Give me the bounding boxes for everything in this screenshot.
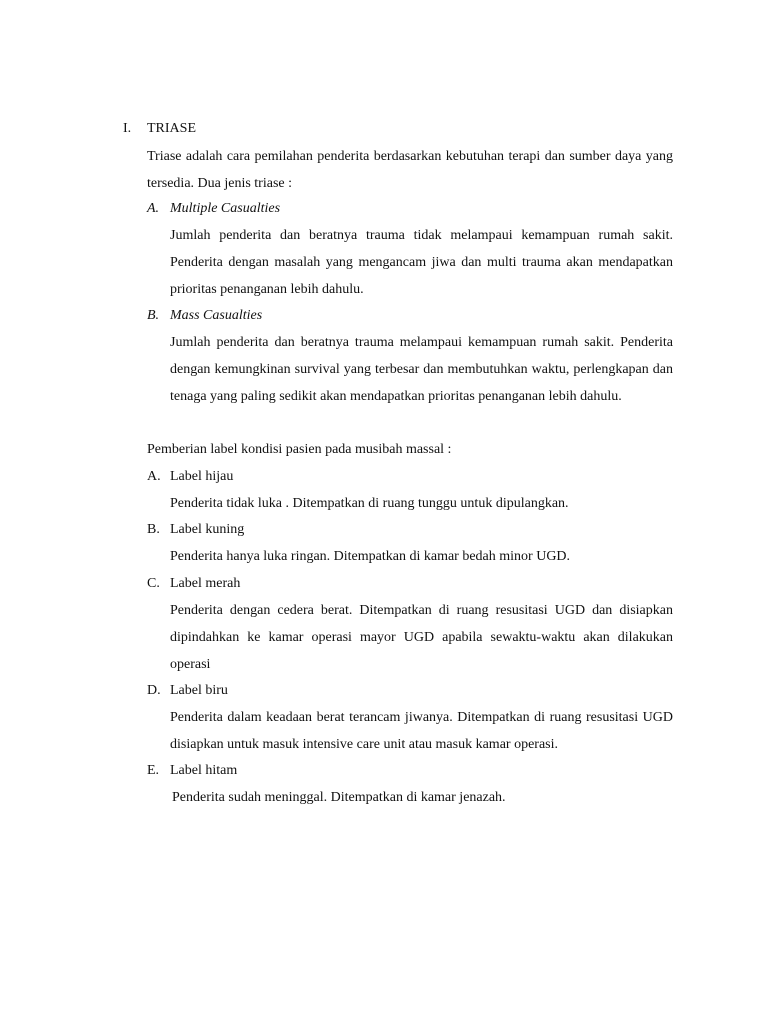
type-a-text: Jumlah penderita dan beratnya trauma tidak melampaui kemampuan rumah sakit. Penderita dengan masalah yang mengancam jiwa dan multi trauma akan mendapatkan prioritas penanganan lebih dahulu. [170,228,673,297]
intro-paragraph: Triase adalah cara pemilahan penderita berdasarkan kebutuhan terapi dan sumber daya yang tersedia. Dua jenis triase : [147,149,673,191]
type-a-title: Multiple Casualties [170,201,281,216]
label-d-title: Label biru [170,683,228,698]
label-b-heading [147,521,244,539]
label-a-marker: A. [147,469,161,484]
section-heading [123,120,196,138]
type-b-text: Jumlah penderita dan beratnya trauma melampaui kemampuan rumah sakit. Penderita dengan kemungkinan survival yang terbesar dan membutuhkan waktu, perlengkapan dan tenaga yang paling sedikit akan mendapatkan prioritas penanganan lebih dahulu. [170,335,673,404]
label-c-text: Penderita dengan cedera berat. Ditempatkan di ruang resusitasi UGD dan disiapkan dipindahkan ke kamar operasi mayor UGD apabila sewaktu-waktu akan dilakukan operasi [170,603,673,672]
label-e-heading [147,762,237,780]
label-a-heading [147,468,233,486]
type-b-title: Mass Casualties [170,308,263,323]
label-e-marker: E. [147,763,160,778]
label-b-title: Label kuning [170,522,245,537]
section-title: TRIASE [147,121,196,136]
label-b-text: Penderita hanya luka ringan. Ditempatkan di kamar bedah minor UGD. [170,549,571,564]
label-a-text: Penderita tidak luka . Ditempatkan di ruang tunggu untuk dipulangkan. [170,496,569,511]
type-b-marker: B. [147,308,160,323]
label-c-title: Label merah [170,576,241,591]
label-e-title: Label hitam [170,763,238,778]
label-d-heading [147,682,228,700]
labels-intro: Pemberian label kondisi pasien pada musibah massal : [147,442,452,457]
label-d-text: Penderita dalam keadaan berat terancam jiwanya. Ditempatkan di ruang resusitasi UGD disiapkan untuk masuk intensive care unit atau masuk kamar operasi. [170,710,673,752]
label-c-heading [147,575,240,593]
label-d-marker: D. [147,683,161,698]
label-c-marker: C. [147,576,160,591]
label-e-text: Penderita sudah meninggal. Ditempatkan di kamar jenazah. [172,790,506,805]
label-b-marker: B. [147,522,160,537]
type-b-heading [147,307,262,325]
label-a-title: Label hijau [170,469,234,484]
section-number: I. [123,121,132,136]
type-a-heading [147,200,280,218]
type-a-marker: A. [147,201,160,216]
